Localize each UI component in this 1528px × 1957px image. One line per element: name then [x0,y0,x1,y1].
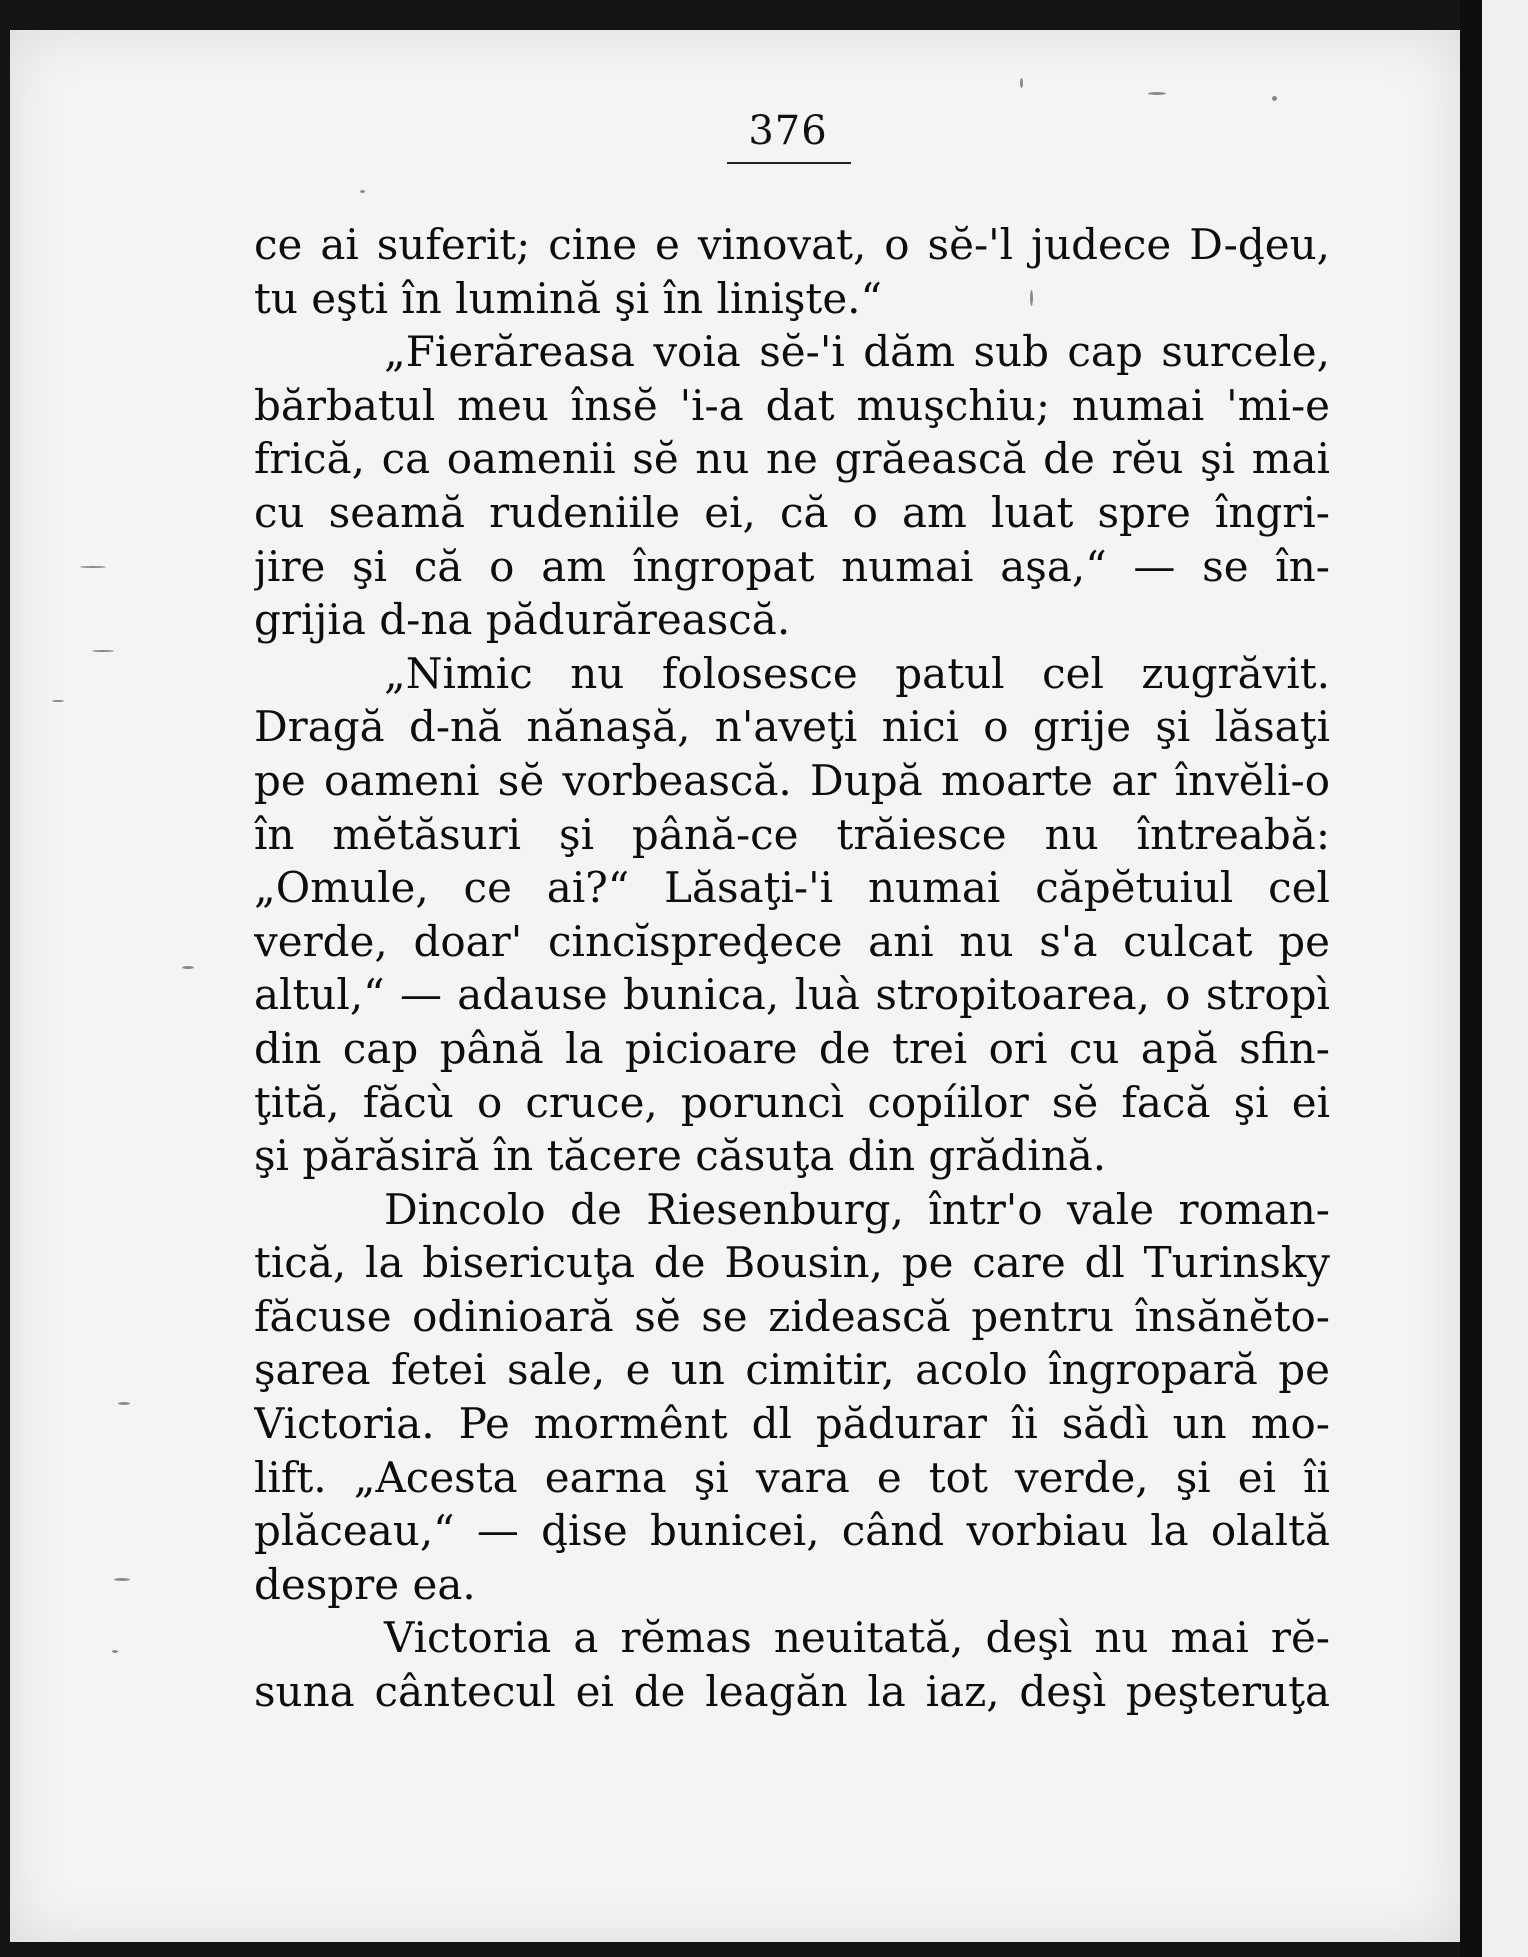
text-line: pe oameni sĕ vorbească. După moarte ar învĕli-o [254,755,1330,805]
text-line: verde, doar' cincĭspreḑece ani nu s'a culcat pe [254,916,1330,966]
text-line: grijia d-na pădurărească. [254,595,791,645]
text-line: Victoria. Pe mormênt dl pădurar îi sădì un mo- [254,1399,1330,1449]
right-page-edge [1482,0,1528,1957]
text-line: jire şi că o am îngropat numai aşa,“ — se în- [254,541,1330,591]
paper-speck [182,966,194,969]
paper-speck [52,700,64,702]
text-line: Dincolo de Riesenburg, într'o vale roman- [384,1184,1330,1234]
text-line: din cap până la picioare de trei ori cu apă sfin- [254,1023,1330,1073]
text-line: tică, la bisericuţa de Bousin, pe care dl Turinsky [254,1238,1330,1288]
paper-speck [92,650,114,652]
text-line: altul,“ — adause bunica, luà stropitoarea, o stropì [254,970,1330,1020]
text-line: făcuse odinioară sĕ se zidească pentru însănĕto- [254,1291,1330,1341]
text-line: suna cântecul ei de leagăn la iaz, deşì peşteruţa [254,1667,1330,1717]
text-line: „Nimic nu folosesce patul cel zugrăvit. [384,648,1330,698]
paper-speck [360,190,365,193]
text-line: „Omule, ce ai?“ Lăsaţi-'i numai căpĕtuiul cel [254,863,1330,913]
text-line: plăceau,“ — ḑise bunicei, când vorbiau la olaltă [254,1506,1330,1556]
text-line: ce ai suferit; cine e vinovat, o sĕ-'l judece D-ḑeu, [254,220,1330,269]
paper-speck [80,566,106,568]
paper-speck [1148,92,1166,95]
page-number: 376 [748,108,828,154]
paper-speck [114,1578,130,1581]
text-line: tu eşti în lumină şi în linişte.“ [254,273,882,323]
text-line: „Fierăreasa voia sĕ-'i dăm sub cap surcele, [384,327,1330,377]
paper-speck [118,1402,130,1405]
text-line: în mĕtăsuri şi până-ce trăiesce nu întreabă: [254,809,1330,859]
text-line: lift. „Acesta earna şi vara e tot verde, şi ei îi [254,1452,1330,1502]
text-line: frică, ca oamenii sĕ nu ne grăească de rĕu şi mai [254,434,1330,484]
body-text [254,218,1330,1719]
text-line: Victoria a rĕmas neuitată, deşì nu mai rĕ- [384,1613,1330,1663]
book-gutter [1460,0,1482,1957]
text-line: şi părăsiră în tăcere căsuţa din grădină. [254,1131,1107,1181]
paper-speck [1020,78,1023,88]
text-line: bărbatul meu însĕ 'i-a dat muşchiu; numai 'mi-e [254,380,1330,430]
paper-speck [1272,96,1277,101]
text-line: cu seamă rudeniile ei, că o am luat spre îngri- [254,487,1330,537]
page-number-underline [727,162,851,164]
text-line: Dragă d-nă nănaşă, n'aveţi nici o grije şi lăsaţi [254,702,1330,752]
text-line: şarea fetei sale, e un cimitir, acolo îngropară pe [254,1345,1330,1395]
paper-speck [112,1650,118,1653]
text-line: despre ea. [254,1559,476,1609]
text-line: ţită, făcù o cruce, poruncì copíilor sĕ facă şi ei [254,1077,1330,1127]
